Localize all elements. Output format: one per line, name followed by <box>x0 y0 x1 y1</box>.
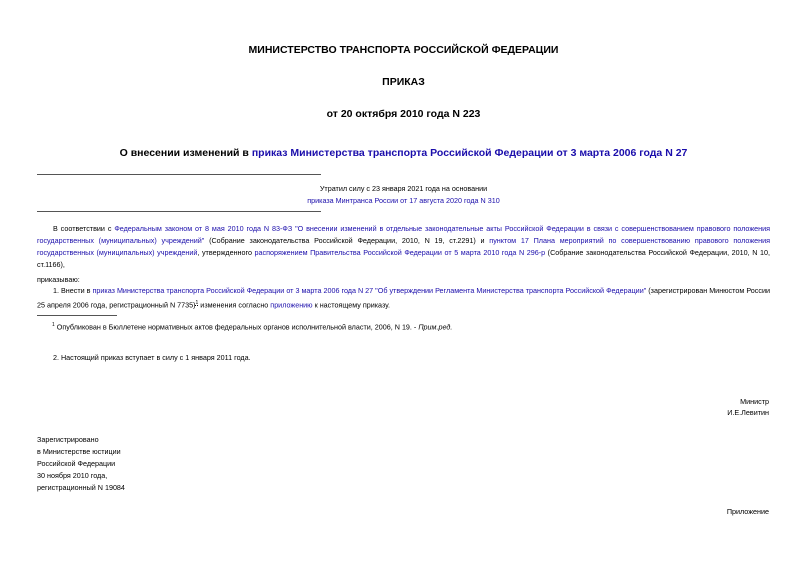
footnote-mark: 1 <box>52 322 55 328</box>
ministry-heading: МИНИСТЕРСТВО ТРАНСПОРТА РОССИЙСКОЙ ФЕДЕРАЦИИ <box>248 44 559 56</box>
status-rule-bottom <box>37 211 321 212</box>
order-word: приказываю: <box>37 275 80 284</box>
signature-name: И.Е.Левитин <box>727 408 769 417</box>
preamble-link-plan[interactable]: пунктом 17 Плана мероприятий по совершенствованию правового положения государственных (муниципальных) учреждений <box>37 236 770 257</box>
registration-line: 30 ноября 2010 года, <box>37 471 108 480</box>
registration-block <box>37 434 125 494</box>
registration-line: регистрационный N 19084 <box>37 483 125 492</box>
footnote-rule <box>37 315 117 316</box>
title-link[interactable]: приказ Министерства транспорта Российской Федерации от 3 марта 2006 года N 27 <box>251 147 688 159</box>
footnote-ref[interactable]: 1 <box>195 300 199 306</box>
appendix-label: Приложение <box>726 507 769 516</box>
status-link-line <box>37 195 770 207</box>
registration-line: в Министерстве юстиции <box>37 447 121 456</box>
title-prefix: О внесении изменений в <box>119 147 252 159</box>
document-date-number: от 20 октября 2010 года N 223 <box>326 108 481 120</box>
preamble-link-decree[interactable]: распоряжением Правительства Российской Федерации от 5 марта 2010 года N 296-р <box>254 248 546 257</box>
footnote-text: Опубликован в Бюллетене нормативных актов федеральных органов исполнительной власти, 2006, N 19. - <box>54 322 419 332</box>
item-1-link-order[interactable]: приказ Министерства транспорта Российской Федерации от 3 марта 2006 года N 27 "Об утверждении Регламента Министерства транспорта Российской Федерации" <box>92 286 647 295</box>
status-rule-top <box>37 174 321 175</box>
signature-title: Министр <box>740 397 769 406</box>
item-1-paragraph <box>37 285 770 311</box>
document-title <box>0 147 807 159</box>
preamble-paragraph <box>37 223 770 271</box>
document-type: ПРИКАЗ <box>382 76 425 88</box>
preamble-text-3: , утвержденного <box>197 248 255 257</box>
item-1-text-2: (зарегистрирован Минюстом России 25 апреля 2006 года, регистрационный N 7735) <box>37 286 771 310</box>
item-1-text-4: к настоящему приказу. <box>312 300 391 310</box>
registration-line: Российской Федерации <box>37 459 116 468</box>
status-link[interactable]: приказа Минтранса России от 17 августа 2020 года N 310 <box>307 196 500 205</box>
preamble-text-2: (Собрание законодательства Российской Федерации, 2010, N 19, ст.2291) и <box>204 236 490 245</box>
item-1-text-3: изменения согласно <box>198 300 271 310</box>
registration-line: Зарегистрировано <box>37 435 99 444</box>
preamble-text-1: В соответствии с <box>53 224 115 233</box>
item-2-paragraph: 2. Настоящий приказ вступает в силу с 1 января 2011 года. <box>53 353 251 362</box>
footnote <box>52 319 452 333</box>
footnote-editor-note: Прим.ред. <box>418 322 453 332</box>
item-1-text-1: 1. Внести в <box>53 286 93 295</box>
preamble-link-law[interactable]: Федеральным законом от 8 мая 2010 года N 83-ФЗ "О внесении изменений в отдельные законодательные акты Российской Федерации в связи с совершенствованием правового положения государственных (муниципальных) учреждений" <box>37 224 771 245</box>
status-line: Утратил силу с 23 января 2021 года на основании <box>319 184 488 193</box>
item-1-link-appendix[interactable]: приложению <box>270 300 313 310</box>
preamble-text-4: (Собрание законодательства Российской Федерации, 2010, N 10, ст.1166), <box>37 248 770 269</box>
